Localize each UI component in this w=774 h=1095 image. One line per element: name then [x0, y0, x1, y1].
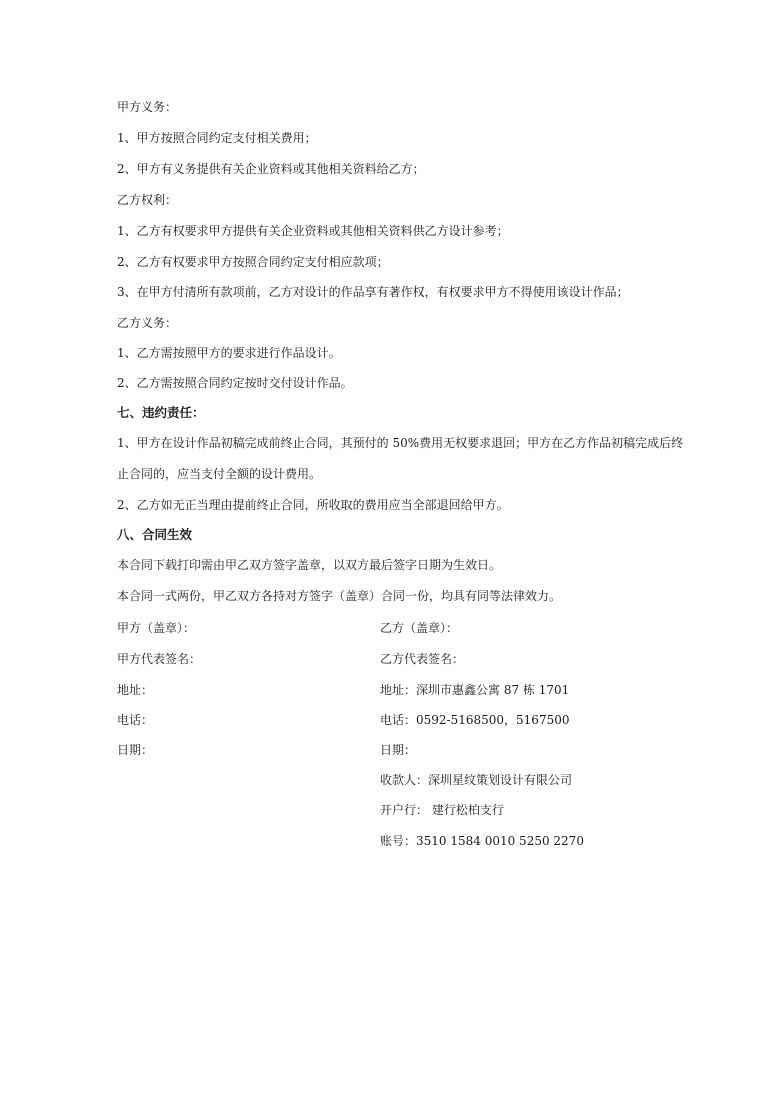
party-b-payee: 收款人：深圳星纹策划设计有限公司 [380, 773, 573, 787]
party-b-duties-title: 乙方义务： [117, 316, 178, 330]
party-b-right-2: 2、乙方有权要求甲方按照合同约定支付相应款项； [117, 255, 389, 269]
section-8-para-1: 本合同下载打印需由甲乙双方签字盖章，以双方最后签字日期为生效日。 [117, 558, 502, 572]
party-b-duty-2: 2、乙方需按照合同约定按时交付设计作品。 [117, 376, 353, 390]
section-7-item-1-line-1: 1、甲方在设计作品初稿完成前终止合同，其预付的 50%费用无权要求退回；甲方在乙方作品初稿完成后终 [117, 436, 684, 450]
party-b-rights-title: 乙方权利： [117, 193, 178, 207]
party-a-seal-label: 甲方（盖章）： [117, 621, 196, 635]
party-b-account: 账号：3510 1584 0010 5250 2270 [380, 834, 584, 848]
section-7-item-2: 2、乙方如无正当理由提前终止合同，所收取的费用应当全部退回给甲方。 [117, 498, 509, 512]
party-a-duty-2: 2、甲方有义务提供有关企业资料或其他相关资料给乙方； [117, 162, 425, 176]
party-b-address: 地址：深圳市惠鑫公寓 87 栋 1701 [380, 683, 570, 697]
party-b-right-1: 1、乙方有权要求甲方提供有关企业资料或其他相关资料供乙方设计参考； [117, 224, 509, 238]
party-a-representative-label: 甲方代表签名： [117, 652, 202, 666]
section-8-heading: 八、合同生效 [117, 527, 193, 542]
party-a-date-label: 日期： [117, 743, 154, 757]
party-b-right-3: 3、在甲方付清所有款项前，乙方对设计的作品享有著作权，有权要求甲方不得使用该设计作品； [117, 285, 629, 299]
party-a-duty-1: 1、甲方按照合同约定支付相关费用； [117, 131, 317, 145]
section-8-para-2: 本合同一式两份，甲乙双方各持对方签字（盖章）合同一份，均具有同等法律效力。 [117, 589, 562, 603]
party-b-date-label: 日期： [380, 743, 417, 757]
party-a-phone-label: 电话： [117, 713, 154, 727]
section-7-heading: 七、违约责任： [117, 405, 205, 420]
party-b-representative-label: 乙方代表签名： [380, 652, 465, 666]
party-a-address-label: 地址： [117, 683, 154, 697]
section-7-item-1-line-2: 止合同的，应当支付全额的设计费用。 [117, 467, 322, 481]
party-b-bank: 开户行： 建行松柏支行 [380, 803, 504, 817]
party-b-seal-label: 乙方（盖章）： [380, 621, 459, 635]
party-b-phone: 电话：0592-5168500，5167500 [380, 713, 570, 727]
party-a-duties-title: 甲方义务： [117, 100, 178, 114]
party-b-duty-1: 1、乙方需按照甲方的要求进行作品设计。 [117, 346, 341, 360]
